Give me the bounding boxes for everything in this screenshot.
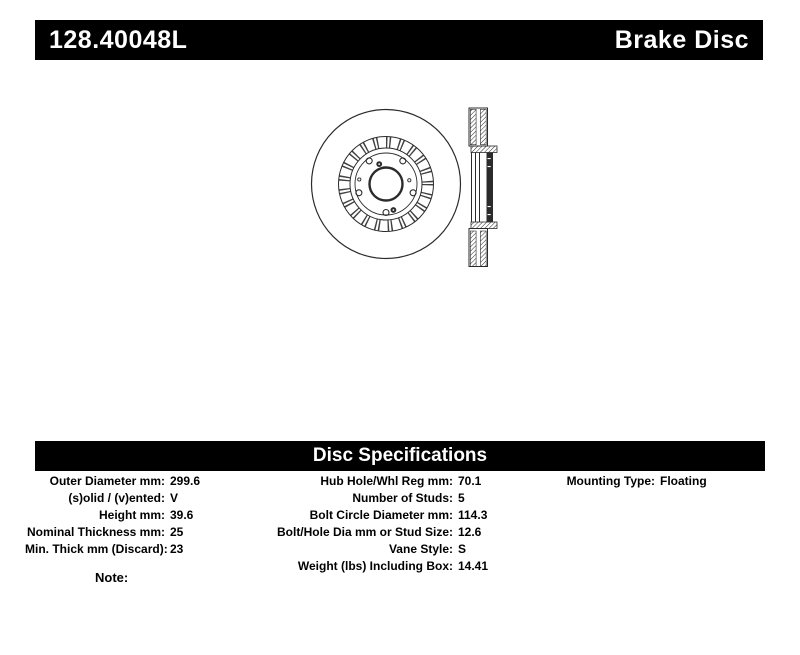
note-label: Note:	[95, 570, 129, 585]
spec-label: Outer Diameter mm:	[49, 474, 165, 488]
brake-disc-diagram	[295, 95, 510, 275]
stud-hole	[356, 190, 362, 196]
spec-row-mounting-type	[540, 473, 707, 490]
header-bar	[35, 20, 763, 60]
spec-label: Bolt Circle Diameter mm:	[309, 508, 453, 522]
spec-value: 299.6	[170, 474, 201, 488]
spec-label: Height mm:	[99, 508, 165, 522]
spec-label: Weight (lbs) Including Box:	[297, 559, 453, 573]
technical-drawing	[295, 95, 510, 275]
spec-section-title: Disc Specifications	[312, 445, 488, 466]
center-bore	[370, 168, 403, 201]
brake-disc-front-view	[312, 110, 461, 259]
spec-column-right	[540, 473, 707, 490]
mounting-face-section	[487, 153, 494, 223]
spec-label: Mounting Type:	[566, 474, 655, 488]
part-number: 128.40048L	[49, 25, 188, 54]
spec-value: 70.1	[458, 474, 482, 488]
stud-hole	[400, 158, 406, 164]
spec-row-hub-hole	[270, 473, 488, 490]
spec-value: V	[170, 491, 179, 505]
spec-row-min-thickness	[25, 541, 200, 558]
spec-label: Number of Studs:	[352, 491, 453, 505]
spec-row-solid-vented	[25, 490, 200, 507]
spec-row-bolt-circle-diameter	[270, 507, 488, 524]
spec-row-weight	[270, 558, 488, 575]
spec-row-vane-style	[270, 541, 488, 558]
pilot-hole	[408, 179, 411, 182]
stud-hole	[410, 190, 416, 196]
spec-label: Min. Thick mm (Discard):	[25, 542, 168, 556]
product-type-title: Brake Disc	[614, 25, 749, 54]
spec-row-bolt-hole-dia	[270, 524, 488, 541]
spec-value: 12.6	[458, 525, 482, 539]
spec-label: Bolt/Hole Dia mm or Stud Size:	[276, 525, 453, 539]
vane-ticks	[344, 142, 428, 226]
spec-label: Nominal Thickness mm:	[26, 525, 165, 539]
spec-label: (s)olid / (v)ented:	[68, 491, 165, 505]
spec-value: 25	[170, 525, 184, 539]
spec-value: Floating	[660, 474, 707, 488]
spec-value: 114.3	[458, 508, 488, 522]
spec-row-number-of-studs	[270, 490, 488, 507]
spec-value: 14.41	[458, 559, 489, 573]
spec-column-middle	[270, 473, 488, 575]
spec-value: 5	[458, 491, 465, 505]
spec-label: Hub Hole/Whl Reg mm:	[320, 474, 453, 488]
spec-column-left	[25, 473, 200, 558]
spec-label: Vane Style:	[388, 542, 453, 556]
spec-row-height	[25, 507, 200, 524]
spec-row-nominal-thickness	[25, 524, 200, 541]
stud-hole	[366, 158, 372, 164]
pilot-hole	[358, 178, 361, 181]
spec-value: 23	[170, 542, 184, 556]
spec-value: 39.6	[170, 508, 194, 522]
spec-section-header	[35, 441, 765, 471]
brake-disc-side-view	[469, 108, 497, 267]
spec-row-outer-diameter	[25, 473, 200, 490]
spec-value: S	[458, 542, 467, 556]
